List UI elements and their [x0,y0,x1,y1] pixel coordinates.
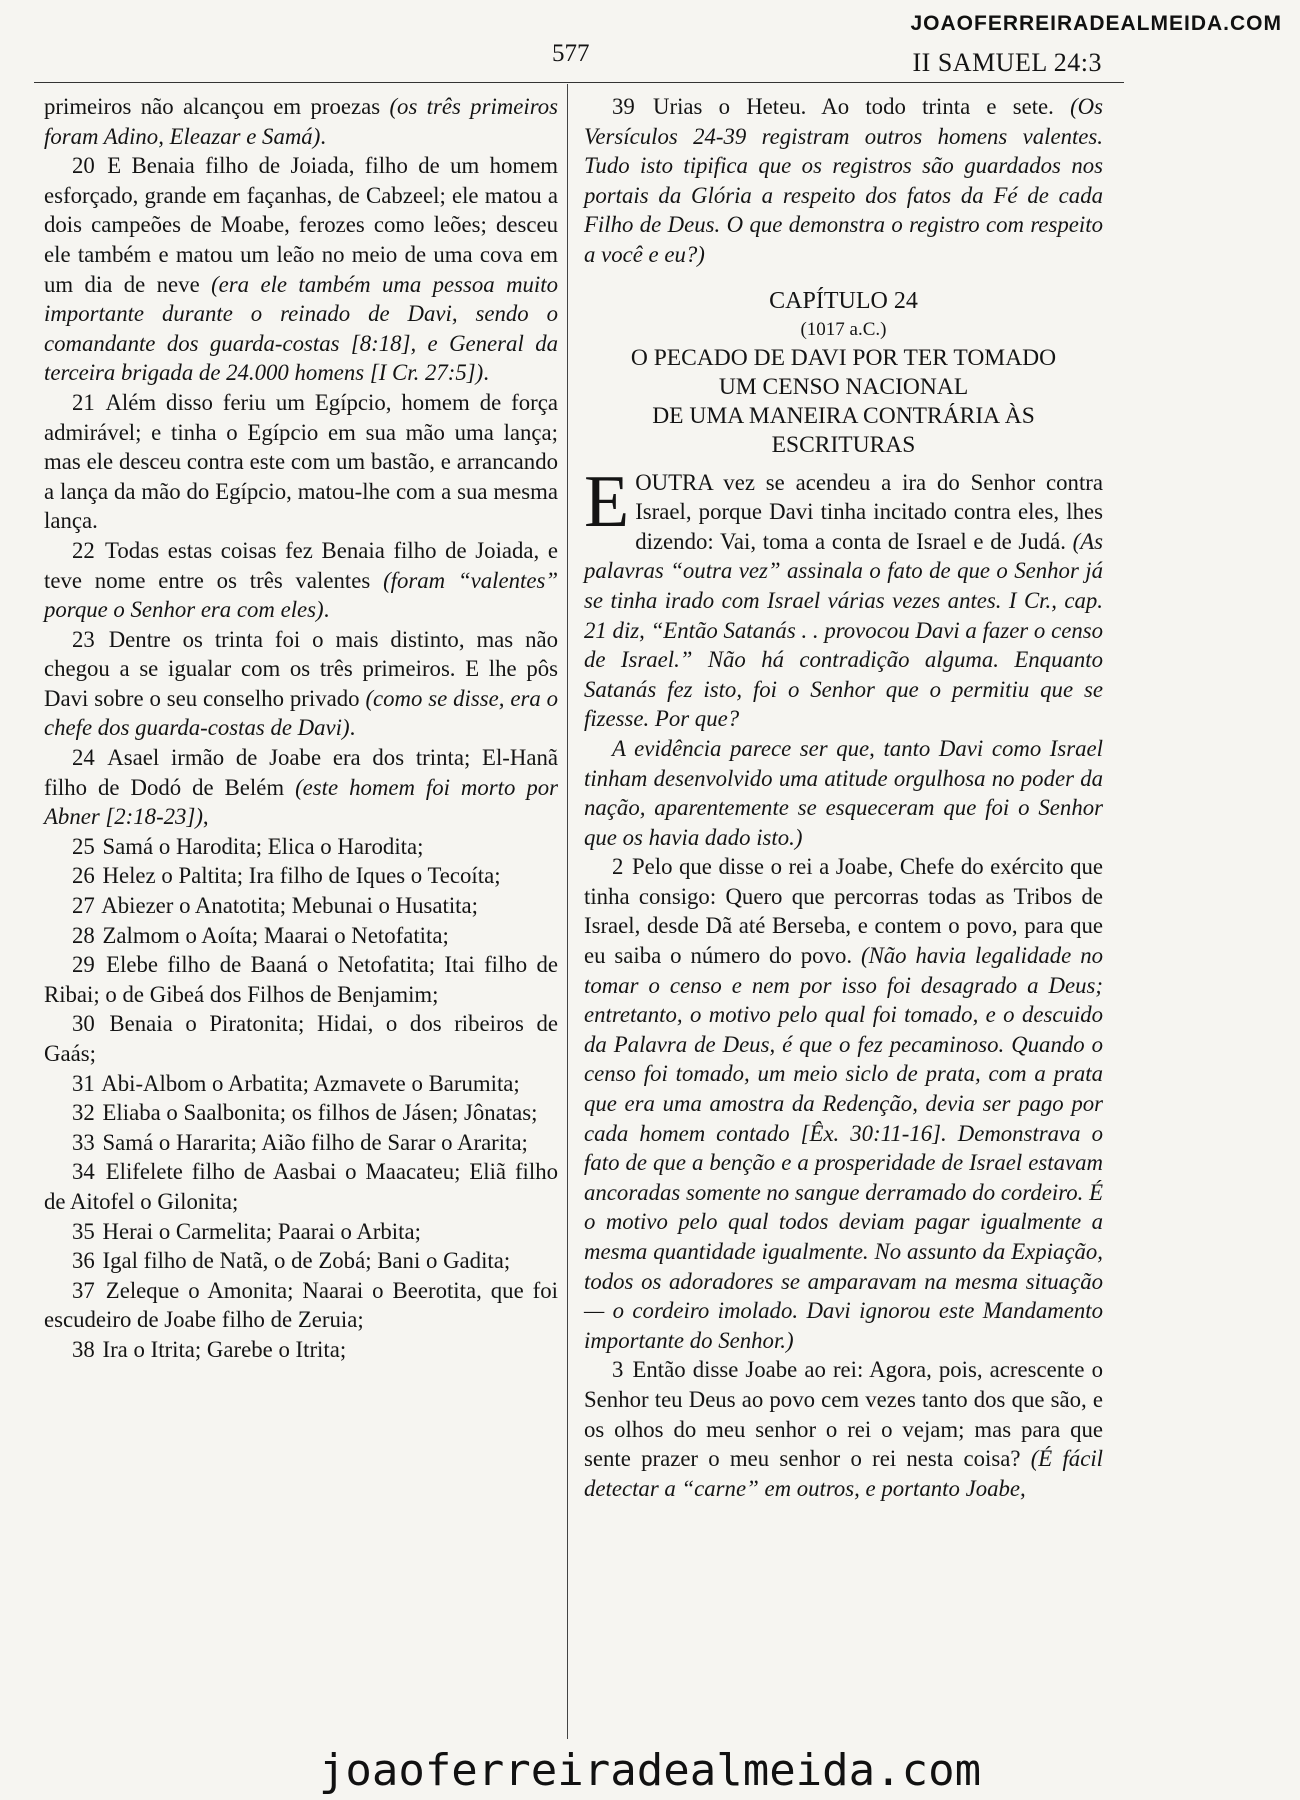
site-watermark-top: JOAOFERREIRADEALMEIDA.COM [910,12,1282,35]
verse-paragraph [44,921,558,951]
verse-number: 31 [72,1070,95,1096]
verse-number: 32 [72,1100,95,1126]
verse-commentary: (foram “valentes” porque o Senhor era com eles) [44,567,559,623]
verse-text: Ira o Itrita; Garebe o Itrita; [102,1336,347,1362]
verse-commentary: (era ele também uma pessoa muito importante durante o reinado de Davi, sendo o comandante dos guarda-costas [8:18], e General da terceira brigada de 24.000 homens [I Cr. 27:5]) [44,271,558,386]
verse-number: 38 [72,1336,95,1362]
verse-text: Elebe filho de Baaná o Netofatita; Itai filho de Ribai; o de Gibeá dos Filhos de Benjamim; [44,952,558,1007]
verse-paragraph [44,1335,558,1365]
verse-paragraph [44,92,558,151]
section-heading [584,344,1103,460]
verse-number: 39 [612,94,635,119]
verse-number: 26 [72,863,95,889]
verse-commentary: (É fácil detectar a “carne” em outros, e portanto Joabe, [584,1446,1103,1501]
verse-text: Pelo que disse o rei a Joabe, Chefe do exército que tinha consigo: Quero que percorras todas as Tribos de Israel, desde Dã até Berseba, e contem o povo, para que eu saiba o número do povo. [584,854,1103,969]
verse-number: 20 [72,153,95,179]
verse-commentary: (como se disse, era o chefe dos guarda-costas de Davi) [44,685,558,741]
chapter-title: CAPÍTULO 24 [769,287,918,314]
verse-text: primeiros não alcançou em proezas [44,94,390,119]
verse-paragraph [44,1069,558,1099]
verse-text: Asael irmão de Joabe era dos trinta; El-Hanã filho de Dodó de Belém [44,745,558,800]
verse-text: Samá o Hararita; Aião filho de Sarar o Ararita; [102,1129,528,1155]
verse-text: Dentre os trinta foi o mais distinto, mas não chegou a se igualar com os três primeiros. E lhe pôs Davi sobre o seu conselho privado [44,626,558,711]
verse-text: E Benaia filho de Joiada, filho de um homem esforçado, grande em façanhas, de Cabzeel; ele matou a dois campeões de Moabe, ferozes como leões; desceu ele também e matou um leão no meio de uma cova em um dia de neve [44,153,559,297]
verse-commentary: (os três primeiros foram Adino, Eleazar e Samá) [44,94,559,149]
verse-commentary: (este homem foi morto por Abner [2:18-23]) [44,774,558,830]
verse-paragraph [44,861,558,891]
verse-text: Benaia o Piratonita; Hidai, o dos ribeiros de Gaás; [44,1011,558,1066]
verse-paragraph [44,1246,558,1276]
verse-text: Zeleque o Amonita; Naarai o Beerotita, que foi escudeiro de Joabe filho de Zeruia; [44,1277,558,1333]
verse-number: 27 [72,893,95,919]
verse-number: 30 [72,1011,95,1037]
verse-1 [584,460,1103,734]
page-number: 577 [552,40,590,67]
drop-cap: E [584,460,630,543]
verse-text-end: . [323,597,330,623]
verse-opening-caps: OUTRA [635,469,713,495]
verse-text: Igal filho de Natã, o de Zobá; Bani o Gadita; [102,1248,511,1274]
verse-commentary: (As palavras “outra vez” assinala o fato de que o Senhor já se tinha irado com Israel várias vezes antes. I Cr., cap. 21 diz, “Então Satanás . . provocou Davi a fazer o censo de Israel.” Não há contradição alguma. Enquanto Satanás fez isto, foi o Senhor que o permitiu que se fizesse. Por que? [584,528,1103,732]
verse-number: 28 [72,922,95,948]
verse-paragraph [44,1217,558,1247]
verse-39 [584,92,1103,270]
verse-text: Abiezer o Anatotita; Mebunai o Husatita; [101,893,478,919]
verse-paragraph [44,1276,558,1335]
verse-text: vez se acendeu a ira do Senhor contra Israel, porque Davi tinha incitado contra eles, lhes dizendo: Vai, toma a conta de Israel e de Judá. [635,469,1103,554]
verse-text: Herai o Carmelita; Paarai o Arbita; [102,1218,421,1244]
verse-paragraph [44,625,558,743]
commentary-paragraph: A evidência parece ser que, tanto Davi como Israel tinham desenvolvido uma atitude orgulhosa no poder da nação, aparentemente se esqueceram que foi o Senhor que os havia dado isto.) [584,735,1103,850]
verse-number: 3 [612,1357,624,1383]
verse-paragraph [44,1098,558,1128]
verse-text-end: . [483,360,489,386]
verse-paragraph [44,536,558,625]
section-heading-line: UM CENSO NACIONAL [718,373,969,400]
verse-text: Abi-Albom o Arbatita; Azmavete o Barumita; [101,1070,520,1096]
verse-paragraph [44,743,558,832]
verse-text: Helez o Paltita; Ira filho de Iques o Tecoíta; [102,863,501,889]
verse-text: Além disso feriu um Egípcio, homem de força admirável; e tinha o Egípcio em sua mão uma lança; mas ele desceu contra este com um bastão, e arrancando a lança da mão do Egípcio, matou-lhe com a sua mesma lança. [44,389,558,534]
section-heading-line: O PECADO DE DAVI POR TER TOMADO [630,344,1057,371]
verse-number: 35 [72,1218,95,1244]
verse-number: 29 [72,952,95,978]
site-watermark-bottom: joaoferreiradealmeida.com [318,1745,982,1796]
verse-number: 34 [72,1159,95,1185]
verse-paragraph [44,151,558,388]
verse-number: 24 [72,745,95,771]
section-heading-line: ESCRITURAS [771,431,916,458]
verse-text: Zalmom o Aoíta; Maarai o Netofatita; [102,922,449,948]
verse-number: 22 [72,537,95,563]
verse-number: 37 [72,1277,95,1303]
section-heading-line: DE UMA MANEIRA CONTRÁRIA ÀS [652,402,1035,429]
verse-number: 21 [72,389,95,415]
verse-text: Urias o Heteu. Ao todo trinta e sete. [653,94,1071,119]
verse-number: 25 [72,833,95,859]
verse-paragraph [44,388,558,536]
chapter-date: (1017 a.C.) [800,318,887,340]
verse-text: Elifelete filho de Aasbai o Maacateu; Eliã filho de Aitofel o Gilonita; [44,1159,559,1214]
verse-text: Eliaba o Saalbonita; os filhos de Jásen; Jônatas; [102,1100,538,1126]
header-rule [34,82,1124,83]
verse-commentary: (Os Versículos 24-39 registram outros homens valentes. Tudo isto tipifica que os registros são guardados nos portais da Glória a respeito dos fatos da Fé de cada Filho de Deus. O que demonstra o registro com respeito a você e eu?) [584,94,1103,267]
verse-number: 33 [72,1129,95,1155]
verse-text-end: . [349,715,356,741]
column-divider [567,84,568,1739]
verse-paragraph [44,1157,558,1216]
verse-text: Todas estas coisas fez Benaia filho de Joiada, e teve nome entre os três valentes [44,537,558,593]
verse-number: 23 [72,626,95,652]
verse-commentary: (Não havia legalidade no tomar o censo e nem por isso foi desagrado a Deus; entretanto, o motivo pelo qual foi tomado, e o descuido da Palavra de Deus, é que o fez pecaminoso. Quando o censo foi tomado, um meio siclo de prata, com a prata que era uma amostra da Redenção, devia ser pago por cada homem contado [Êx. 30:11-16]. Demonstrava o fato de que a benção e a prosperidade de Israel estavam ancoradas somente no sangue derramado do cordeiro. É o motivo pelo qual todos deviam pagar igualmente a mesma quantidade igualmente. No assunto da Expiação, todos os adoradores se amparavam na mesma situação — o cordeiro imolado. Davi ignorou este Mandamento importante do Senhor.) [584,943,1103,1353]
running-header: II SAMUEL 24:3 [912,48,1102,77]
left-column [44,92,558,1365]
verse-paragraph [44,832,558,862]
verse-number: 36 [72,1248,95,1274]
verse-text-end: . [320,123,326,149]
verse-text-end: , [202,804,209,830]
verse-paragraph [44,950,558,1009]
verse-text: Samá o Harodita; Elica o Harodita; [102,833,424,859]
verse-text: Então disse Joabe ao rei: Agora, pois, acrescente o Senhor teu Deus ao povo cem vezes tanto dos que são, e os olhos do meu senhor o rei o vejam; mas para que sente prazer o meu senhor o rei nesta coisa? [584,1357,1104,1472]
verse-number: 2 [612,854,624,880]
right-column [584,92,1103,1503]
verse-paragraph [44,891,558,921]
verse-paragraph [44,1128,558,1158]
verse-3 [584,1355,1103,1503]
verse-paragraph [44,1009,558,1068]
verse-2 [584,852,1103,1355]
